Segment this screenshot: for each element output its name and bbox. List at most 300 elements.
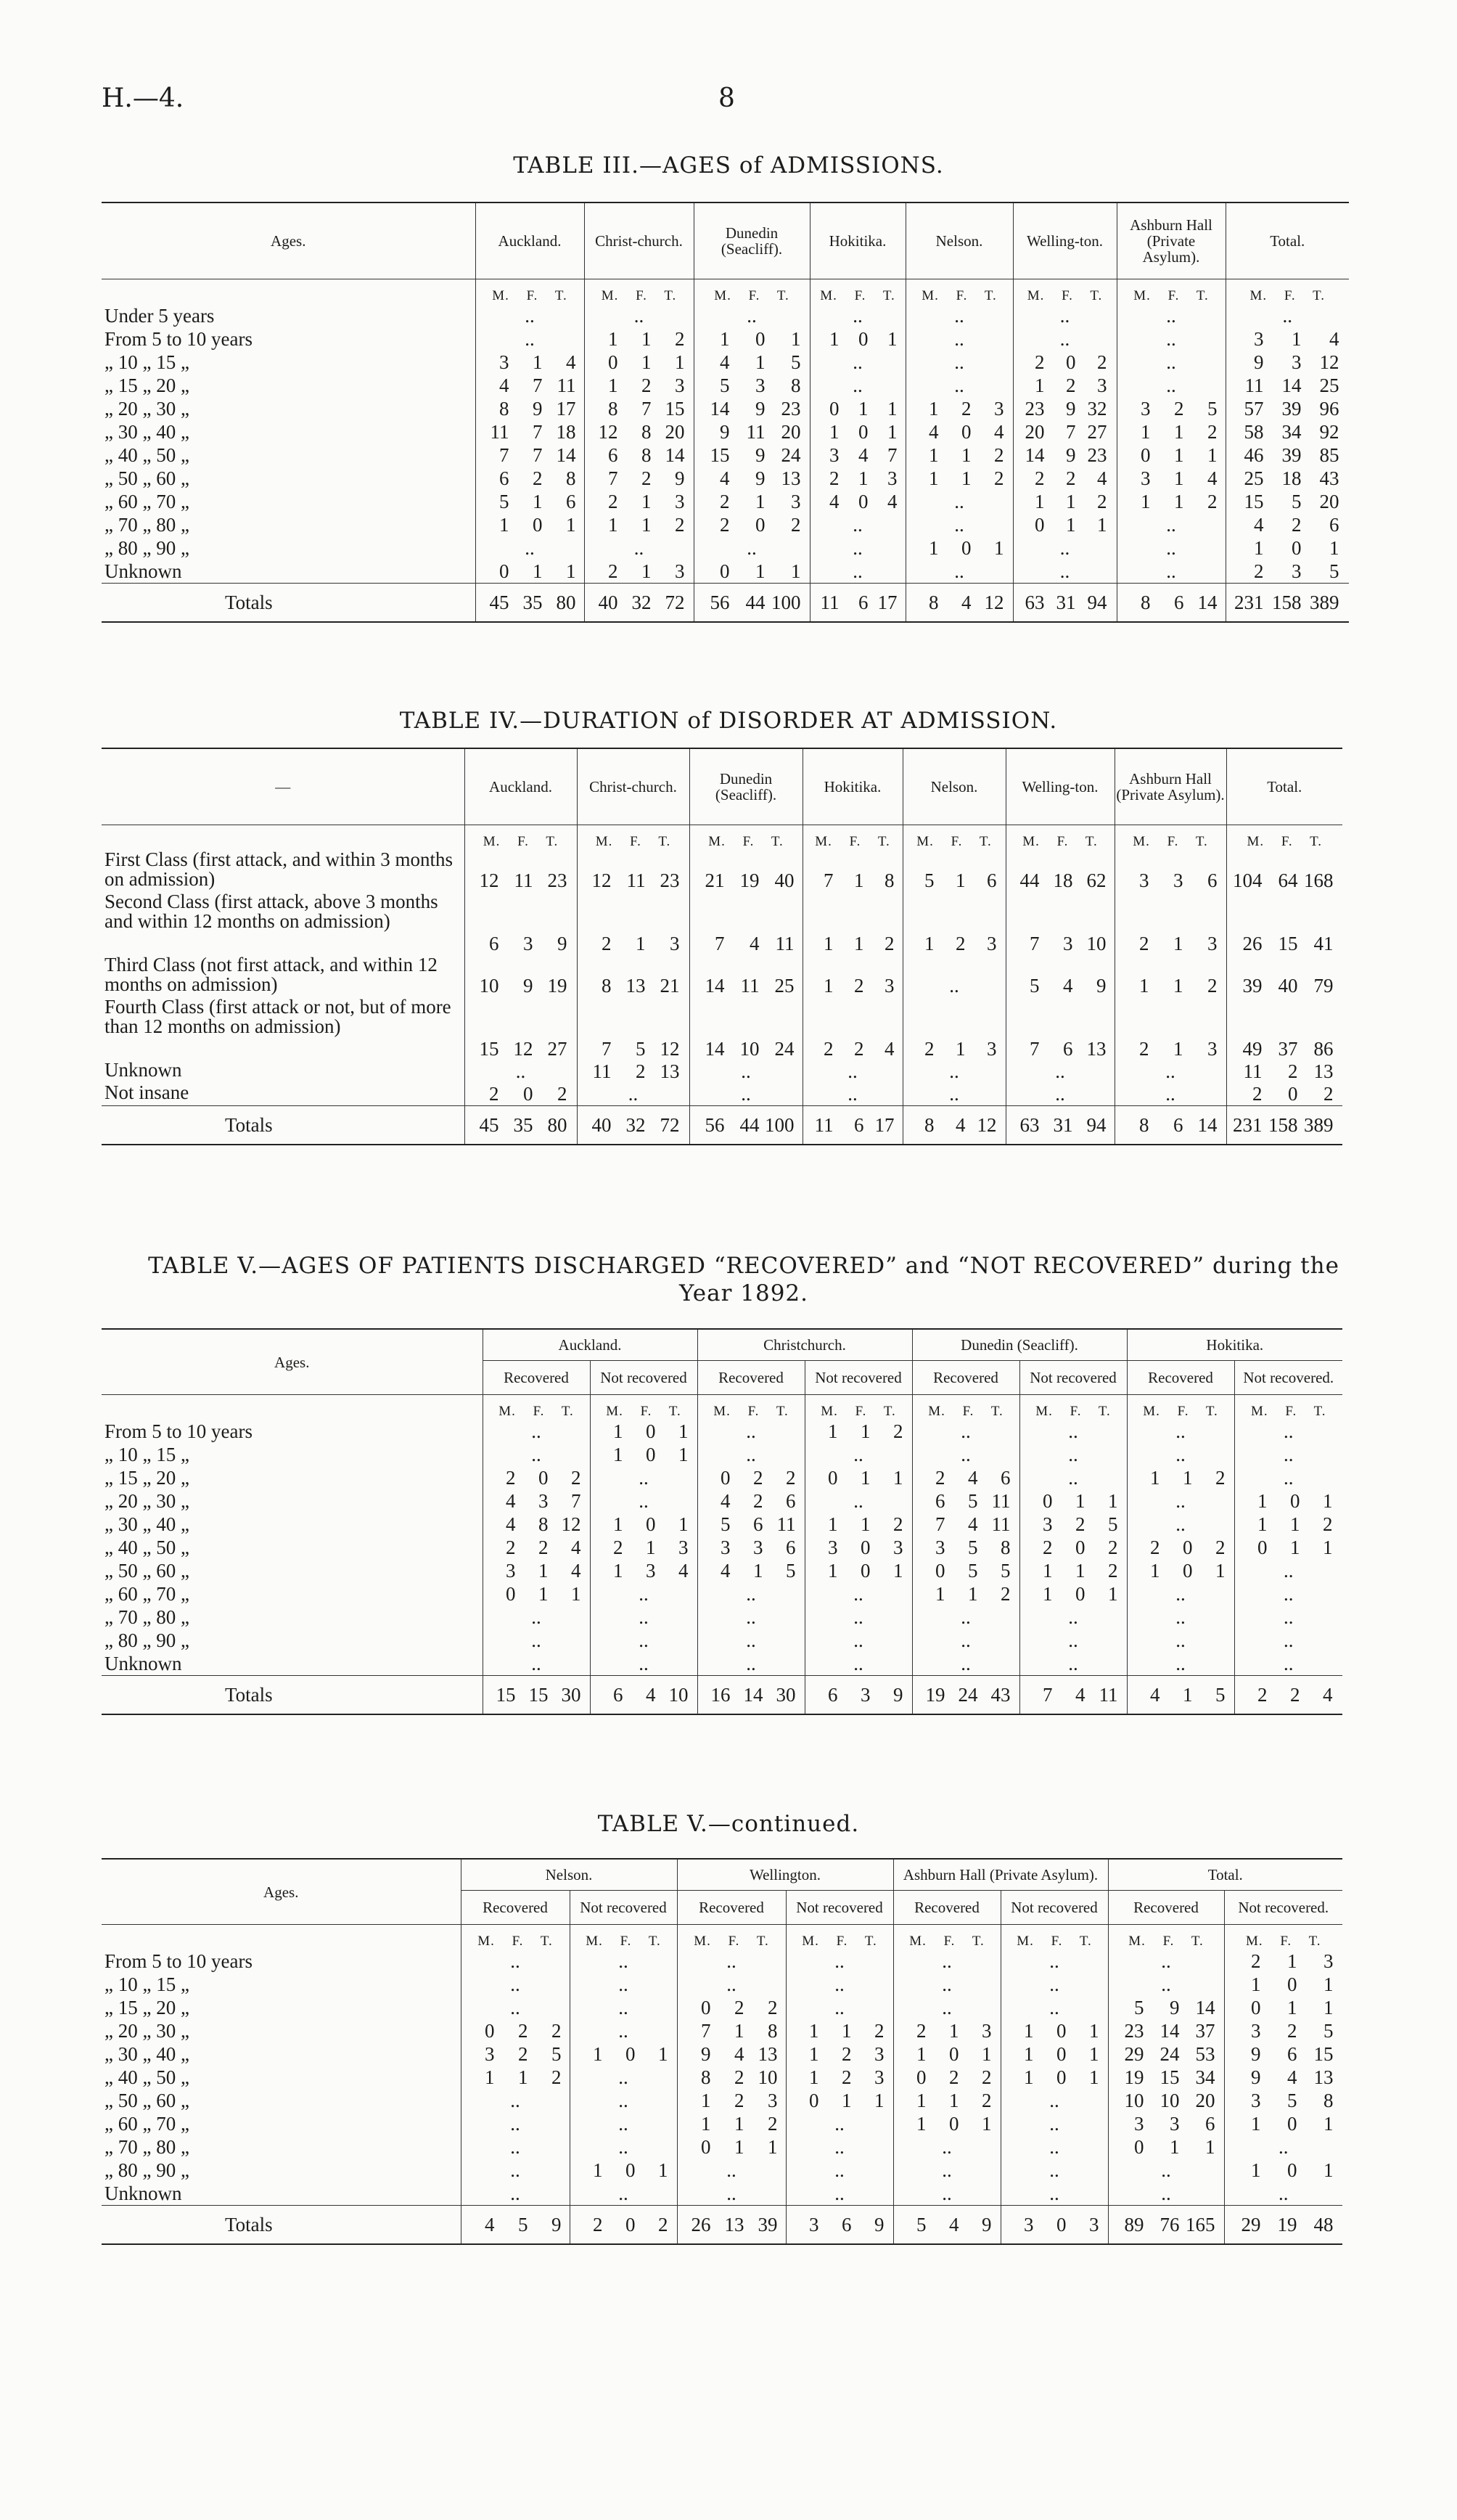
value-empty: .. [746,1582,756,1605]
data-cell [1226,351,1349,374]
data-cell [1226,1060,1342,1083]
totals-cell [1224,2206,1342,2245]
data-cell [1224,2089,1342,2112]
value-t: 3 [887,467,898,489]
value-f: 44 [745,591,766,613]
value-f: 3 [646,1559,656,1582]
data-cell [570,2042,677,2066]
value-empty: .. [834,1973,845,1995]
value-m: 1 [1257,1513,1268,1535]
value-f: 15 [528,1683,549,1706]
value-empty: .. [618,1996,628,2018]
value-m: 63 [1019,1113,1040,1136]
value-m: 3 [1043,1513,1053,1535]
value-empty: .. [853,560,863,582]
value-m: 8 [1139,1113,1149,1136]
value-m: 0 [701,2135,711,2158]
value-empty: .. [1175,1652,1186,1674]
value-m: 39 [1242,975,1263,997]
value-empty: .. [1175,1629,1186,1651]
value-t: 24 [774,1038,795,1060]
value-f: 3 [1173,870,1183,891]
value-f: 1 [753,1559,763,1582]
value-m: 21 [705,870,725,891]
value-f: 0 [1288,1083,1298,1105]
data-cell [1115,955,1226,997]
value-t: 4 [571,1559,581,1582]
value-f: 2 [1066,467,1076,489]
value-t: 11 [991,1489,1011,1512]
value-m: 1 [809,2066,819,2088]
data-cell [475,374,584,397]
value-f: 1 [949,2089,959,2111]
value-t: 25 [774,975,795,997]
row-label: „ 20 „ 30 „ [104,1489,189,1512]
value-m: 1 [1035,490,1045,512]
data-cell [1019,1559,1127,1582]
value-f: 1 [1174,467,1184,489]
data-cell [805,1559,912,1582]
value-f: 2 [961,397,972,420]
data-cell [906,420,1013,443]
value-t: 3 [987,1038,997,1060]
data-cell [1234,1652,1342,1676]
value-m: 16 [710,1683,731,1706]
table-row [102,850,1342,892]
value-t: 9 [874,2213,885,2235]
data-cell [1226,955,1342,997]
value-t: 43 [990,1683,1011,1706]
value-m: 1 [613,1443,623,1465]
value-m: 0 [499,560,509,582]
data-cell [483,1629,590,1652]
mft-label: M. F. T. [1234,1395,1342,1420]
value-t: 30 [776,1683,796,1706]
value-t: 2 [551,2019,562,2042]
value-f: 158 [1268,1113,1298,1136]
value-empty: .. [1161,1973,1171,1995]
value-empty: .. [834,2135,845,2158]
data-cell [464,892,577,955]
value-f: 6 [1173,1113,1183,1136]
value-f: 1 [1183,1466,1193,1489]
data-cell [912,1536,1019,1559]
mft-label: M. F. T. [461,1925,570,1950]
value-f: 1 [636,933,646,954]
data-cell [906,467,1013,490]
data-cell [1006,1060,1115,1083]
value-t: 1 [893,1466,903,1489]
data-cell [475,443,584,467]
value-f: 5 [968,1559,978,1582]
value-f: 14 [1281,374,1302,396]
value-f: 2 [842,2042,852,2065]
data-cell [805,1605,912,1629]
value-empty: .. [1166,513,1176,536]
value-t: 3 [675,560,685,582]
data-cell [697,1652,805,1676]
value-t: 2 [675,327,685,350]
value-t: 1 [1205,2135,1215,2158]
value-f: 4 [968,1513,978,1535]
value-m: 2 [720,490,730,512]
spacer [102,279,475,305]
value-t: 5 [1215,1683,1226,1706]
row-label: „ 30 „ 40 „ [104,420,189,443]
totals-row [102,1676,1342,1715]
row-label: Third Class (not first attack, and within 12 months on admission) [104,955,438,995]
data-cell [1001,2135,1108,2159]
subcolumn-header: Not recovered [1001,1891,1108,1925]
value-f: 5 [518,2213,528,2235]
value-m: 4 [506,1489,516,1512]
data-cell [893,2159,1001,2182]
data-cell [906,443,1013,467]
value-m: 7 [608,467,618,489]
column-header: Christ-church. [577,748,689,825]
value-f: 2 [1288,1060,1298,1082]
data-cell [689,1060,803,1083]
value-empty: .. [525,327,535,350]
value-t: 13 [758,2042,778,2065]
subcolumn-header: Not recovered. [1234,1361,1342,1395]
data-cell [1127,1629,1234,1652]
value-f: 0 [858,490,869,512]
value-m: 7 [701,2019,711,2042]
value-m: 15 [1244,490,1264,512]
value-f: 9 [755,443,766,466]
totals-cell [1108,2206,1224,2245]
totals-row [102,584,1349,623]
value-f: 19 [739,870,760,891]
value-m: 63 [1025,591,1045,613]
value-t: 13 [660,1060,680,1082]
mft-label: M. F. T. [1226,279,1349,305]
value-empty: .. [942,2182,952,2204]
data-cell [903,1083,1006,1106]
table-row [102,351,1349,374]
data-cell [1224,2042,1342,2066]
data-cell [1224,2019,1342,2042]
value-f: 10 [1160,2089,1180,2111]
value-f: 0 [949,2112,959,2135]
value-m: 6 [935,1489,945,1512]
value-m: 1 [608,327,618,350]
value-m: 5 [499,490,509,512]
value-t: 3 [987,933,997,954]
value-f: 8 [641,443,652,466]
value-t: 21 [660,975,680,997]
subcolumn-header: Recovered [1108,1891,1224,1925]
value-empty: .. [853,1629,863,1651]
data-cell [570,2182,677,2206]
value-empty: .. [954,374,964,396]
value-empty: .. [618,2019,628,2042]
data-cell [1224,1950,1342,1973]
data-cell [810,513,906,536]
value-empty: .. [510,1996,520,2018]
value-f: 2 [538,1536,549,1558]
value-t: 3 [893,1536,903,1558]
value-f: 0 [1056,2213,1067,2235]
data-cell [677,1996,786,2019]
totals-cell [1127,1676,1234,1715]
value-empty: .. [531,1443,541,1465]
mft-label: M. F. T. [590,1395,697,1420]
value-empty: .. [1284,1420,1294,1442]
row-label: „ 70 „ 80 „ [104,1605,189,1628]
value-t: 13 [1086,1038,1107,1060]
value-empty: .. [633,304,644,327]
totals-cell [1234,1676,1342,1715]
value-m: 46 [1244,443,1264,466]
totals-cell [577,1106,689,1145]
value-t: 14 [665,443,685,466]
value-t: 23 [1087,443,1107,466]
value-empty: .. [1284,1629,1294,1651]
data-cell [786,1973,893,1996]
value-empty: .. [1049,1973,1059,1995]
data-cell [786,1996,893,2019]
totals-cell [1019,1676,1127,1715]
mft-label: M. F. T. [1224,1925,1342,1950]
data-cell [786,2066,893,2089]
value-t: 4 [994,420,1004,443]
data-cell [1226,467,1349,490]
value-t: 3 [1207,933,1218,954]
value-m: 7 [715,933,725,954]
totals-cell [689,1106,803,1145]
table-row [102,1513,1342,1536]
group-header: Ashburn Hall (Private Asylum). [893,1859,1108,1891]
data-cell [461,1950,570,1973]
value-t: 8 [1323,2089,1334,2111]
data-cell [1115,892,1226,955]
value-t: 389 [1304,1113,1334,1136]
value-m: 2 [506,1536,516,1558]
value-empty: .. [1175,1582,1186,1605]
value-f: 2 [641,374,652,396]
value-m: 7 [602,1038,612,1060]
value-m: 0 [1043,1489,1053,1512]
value-empty: .. [746,1420,756,1442]
table-row [102,304,1349,327]
value-f: 1 [538,1559,549,1582]
value-m: 0 [1035,513,1045,536]
value-empty: .. [1068,1652,1078,1674]
value-f: 13 [724,2213,744,2235]
data-cell [461,2089,570,2112]
value-empty: .. [1049,2112,1059,2135]
value-f: 10 [739,1038,760,1060]
subcolumn-header: Not recovered [786,1891,893,1925]
value-t: 1 [1097,513,1107,536]
spacer [102,1925,461,1950]
value-t: 2 [551,2066,562,2088]
value-t: 3 [874,2042,885,2065]
value-t: 1 [678,1420,689,1442]
value-f: 4 [1075,1683,1085,1706]
value-t: 1 [1215,1559,1226,1582]
value-f: 1 [641,513,652,536]
data-cell [590,1629,697,1652]
data-cell [1127,1513,1234,1536]
value-m: 1 [1043,1582,1053,1605]
mft-label: M. F. T. [577,825,689,851]
table-row [102,327,1349,351]
value-m: 1 [613,1420,623,1442]
value-t: 24 [781,443,801,466]
data-cell [577,1060,689,1083]
totals-label: Totals [102,1106,464,1145]
value-f: 2 [636,1060,646,1082]
value-m: 1 [1251,2159,1261,2181]
value-m: 1 [829,420,840,443]
value-f: 1 [858,397,869,420]
value-m: 2 [602,933,612,954]
data-cell [483,1420,590,1443]
table-row [102,374,1349,397]
totals-cell [483,1676,590,1715]
subcolumn-header: Not recovered [805,1361,912,1395]
column-header: Auckland. [475,202,584,279]
data-cell [1224,1996,1342,2019]
value-m: 9 [1251,2066,1261,2088]
header-row [102,748,1342,825]
data-cell [689,892,803,955]
data-cell [912,1513,1019,1536]
value-f: 2 [1174,397,1184,420]
column-header: Hokitika. [803,748,903,825]
mft-label: M. F. T. [893,1925,1001,1950]
header-row [102,202,1349,279]
value-t: 1 [1329,536,1339,559]
value-m: 1 [828,1420,838,1442]
data-cell [689,997,803,1060]
value-t: 12 [1319,351,1339,373]
value-empty: .. [628,1083,639,1105]
data-cell [1019,1582,1127,1605]
value-f: 0 [961,536,972,559]
table-row [102,2042,1342,2066]
value-empty: .. [949,1083,959,1105]
value-m: 19 [925,1683,945,1706]
data-cell [1234,1536,1342,1559]
table-row [102,2066,1342,2089]
row-label: „ 50 „ 60 „ [104,2089,189,2111]
data-cell [1127,1420,1234,1443]
value-f: 1 [1292,327,1302,350]
value-f: 2 [842,2066,852,2088]
value-m: 8 [701,2066,711,2088]
value-empty: .. [1166,351,1176,373]
value-t: 2 [1323,1513,1333,1535]
group-header: Hokitika. [1127,1329,1342,1361]
value-t: 17 [874,1113,895,1136]
value-t: 2 [768,2112,778,2135]
value-m: 3 [1251,2089,1261,2111]
value-m: 2 [1139,1038,1149,1060]
data-cell [694,513,810,536]
totals-cell [810,584,906,623]
data-cell [697,1536,805,1559]
value-m: 1 [828,1559,838,1582]
column-header: Dunedin (Seacliff). [689,748,803,825]
value-f: 2 [753,1466,763,1489]
data-cell [1108,2182,1224,2206]
group-header: Nelson. [461,1859,677,1891]
value-f: 3 [538,1489,549,1512]
value-f: 1 [1287,1996,1297,2018]
data-cell [1001,2066,1108,2089]
value-m: 5 [1134,1996,1144,2018]
data-cell [1013,351,1117,374]
value-empty: .. [1059,536,1070,559]
row-label-header: Ages. [102,202,475,279]
data-cell [1224,2066,1342,2089]
data-cell [461,1973,570,1996]
value-f: 2 [734,1996,744,2018]
value-f: 9 [1170,1996,1180,2018]
value-t: 30 [561,1683,581,1706]
value-f: 44 [739,1113,760,1136]
value-empty: .. [1166,536,1176,559]
value-t: 20 [1195,2089,1215,2111]
data-cell [1117,490,1226,513]
data-cell [1234,1443,1342,1466]
header-row [102,1329,1342,1361]
value-empty: .. [954,490,964,512]
value-f: 1 [1290,1536,1300,1558]
data-cell [912,1489,1019,1513]
value-t: 1 [1207,443,1218,466]
value-m: 56 [710,591,730,613]
value-empty: .. [1049,2089,1059,2111]
data-cell [584,536,694,560]
data-cell [1006,1083,1115,1106]
totals-cell [912,1676,1019,1715]
value-empty: .. [726,2159,736,2181]
value-empty: .. [1166,560,1176,582]
data-cell [461,2182,570,2206]
data-cell [1117,513,1226,536]
value-t: 3 [1089,2213,1099,2235]
row-label: „ 60 „ 70 „ [104,1582,189,1605]
column-header: Auckland. [464,748,577,825]
value-f: 1 [956,870,966,891]
value-t: 3 [1097,374,1107,396]
group-header: Dunedin (Seacliff). [912,1329,1127,1361]
value-f: 2 [734,2089,744,2111]
value-m: 10 [479,975,499,997]
value-t: 4 [1323,1683,1333,1706]
data-cell [1019,1652,1127,1676]
data-cell [483,1582,590,1605]
row-label: „ 30 „ 40 „ [104,2042,189,2065]
value-m: 4 [499,374,509,396]
row-label-header: Ages. [102,1329,483,1395]
value-f: 0 [1075,1582,1085,1605]
data-cell [805,1513,912,1536]
value-m: 5 [916,2213,927,2235]
data-cell [903,997,1006,1060]
value-t: 23 [547,870,567,891]
data-cell [912,1629,1019,1652]
value-m: 14 [710,397,730,420]
value-m: 3 [1141,397,1151,420]
value-t: 48 [1313,2213,1334,2235]
data-cell [464,850,577,892]
